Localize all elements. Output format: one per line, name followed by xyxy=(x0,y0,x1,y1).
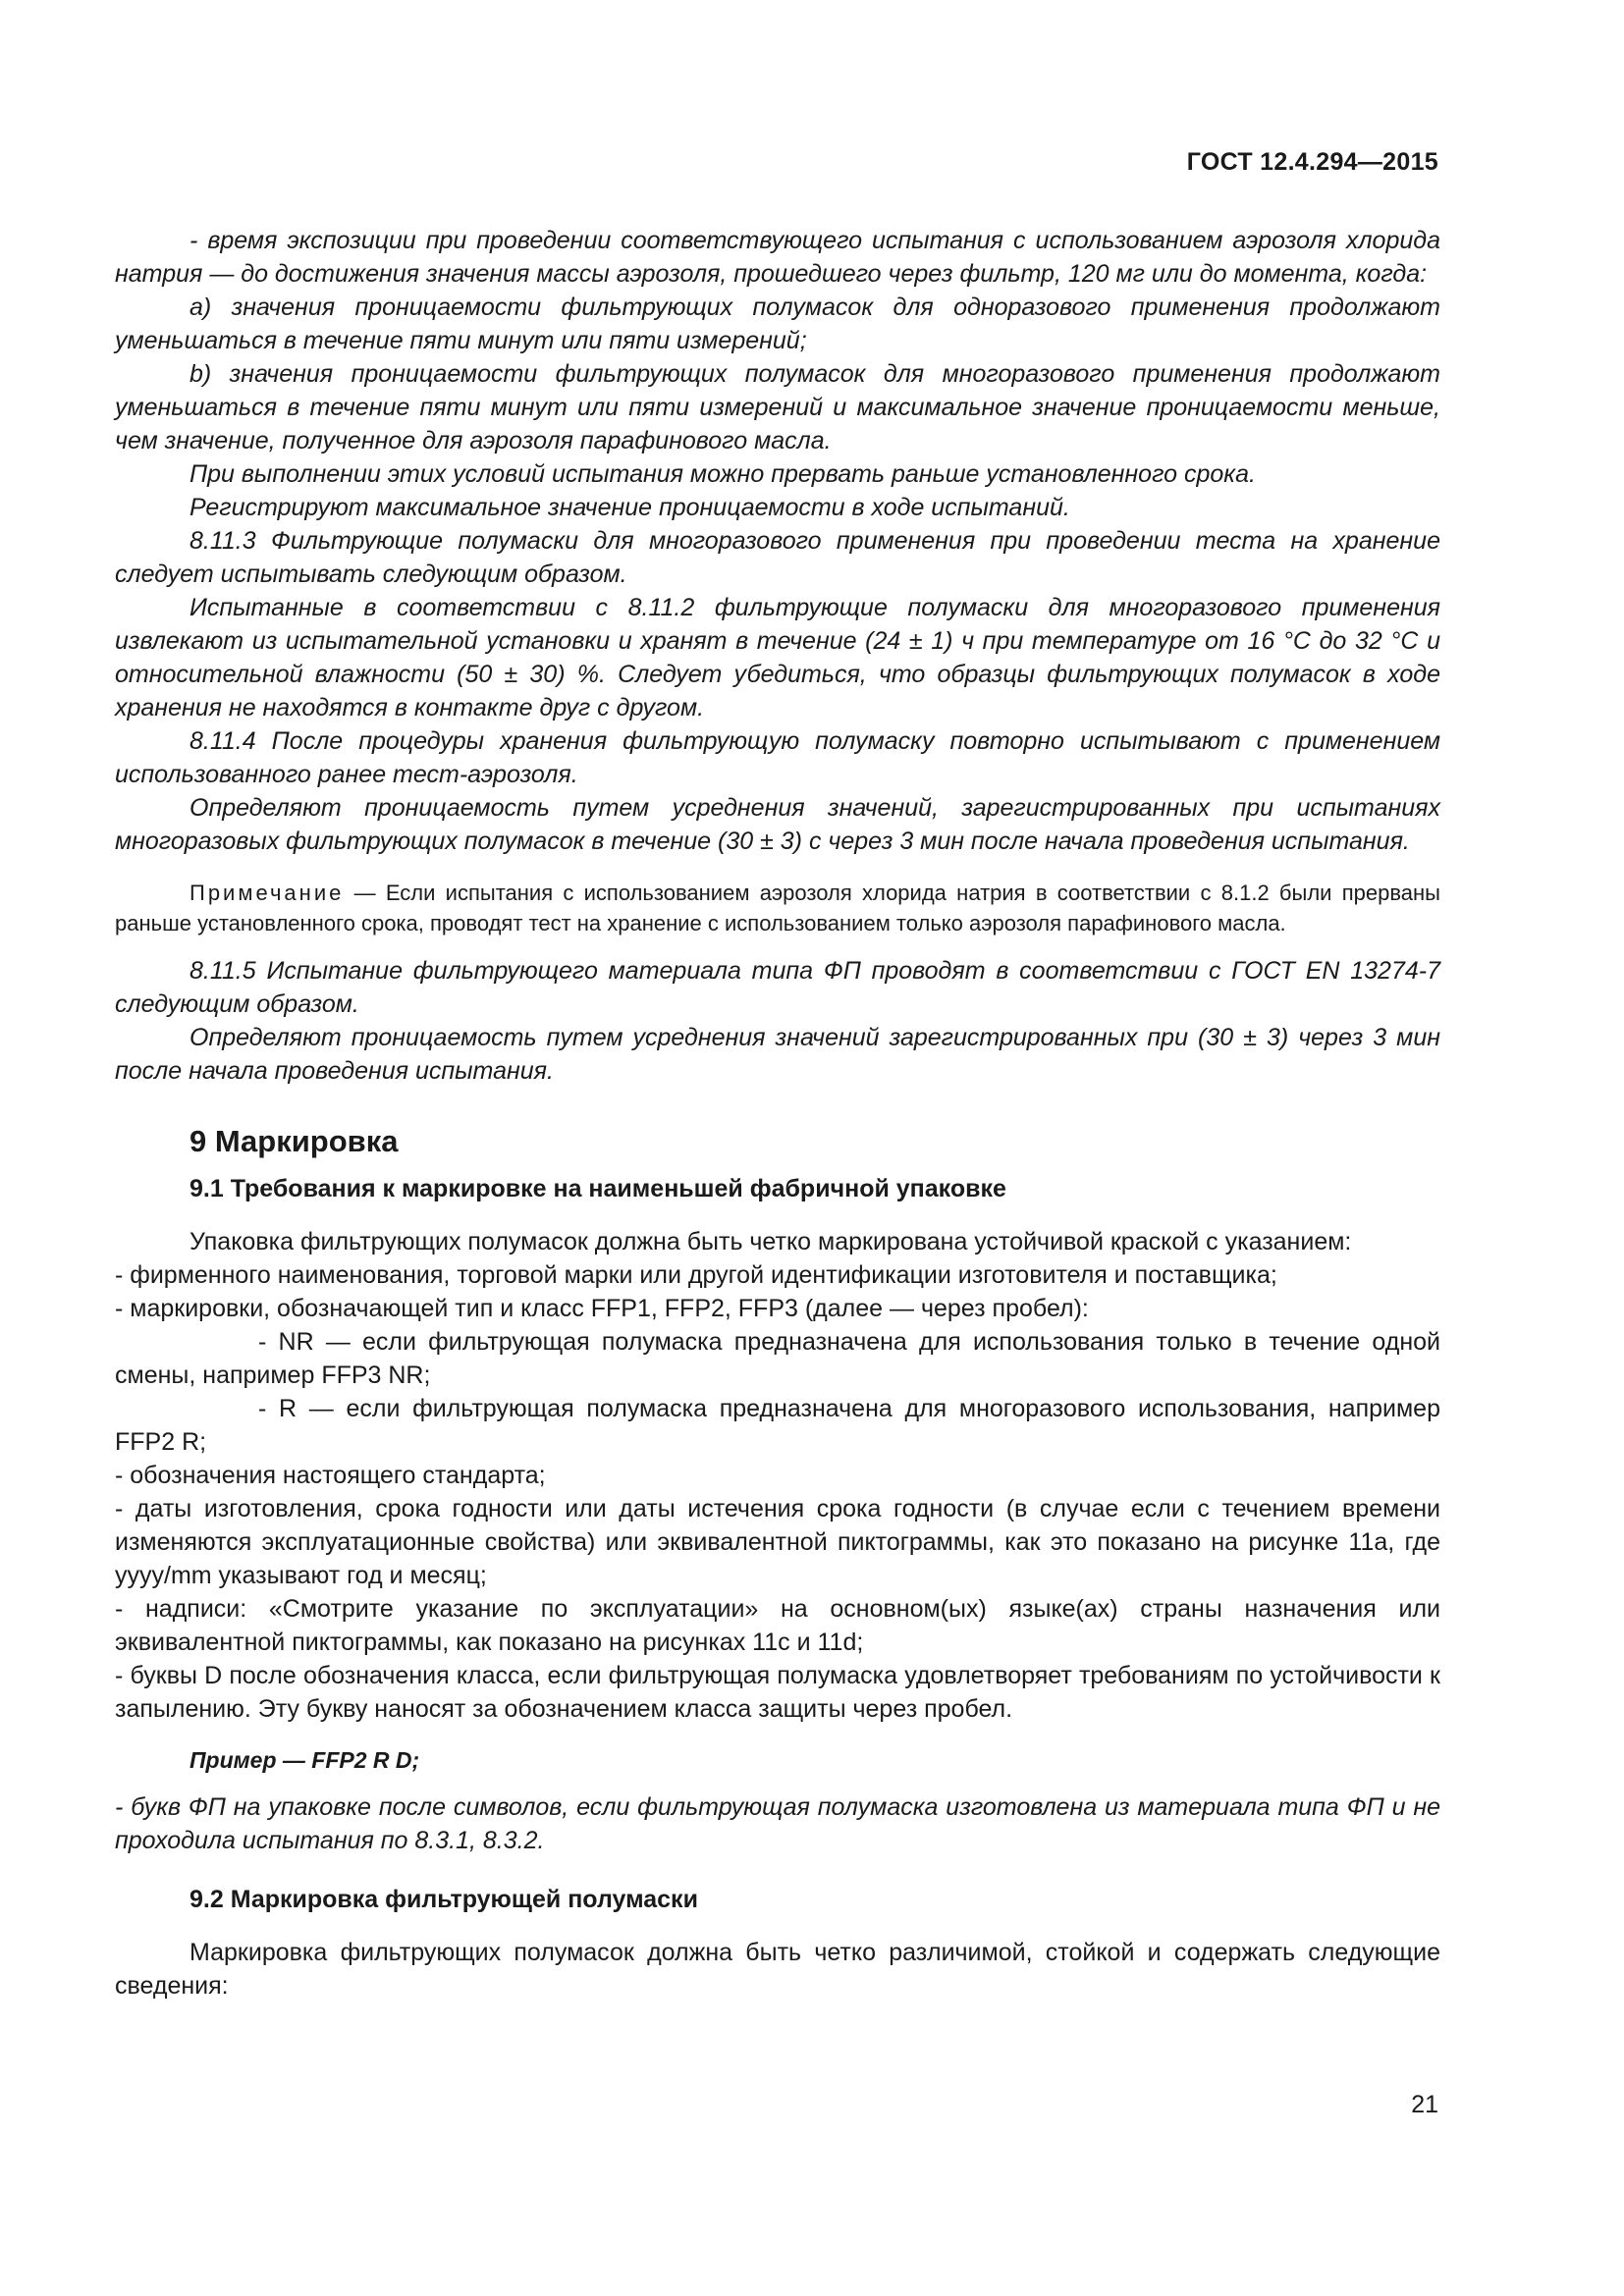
paragraph-8-11-5: 8.11.5 Испытание фильтрующего материала типа ФП проводят в соответствии с ГОСТ EN 13274-7 следующим образом. xyxy=(115,957,1440,1018)
paragraph-item-b: b) значения проницаемости фильтрующих полумасок для многоразового применения продолжают уменьшаться в течение пяти минут или пяти измерений и максимальное значение проницаемости меньше, чем значение, полученное для аэрозоля парафинового масла. xyxy=(115,360,1440,454)
paragraph-storage-conditions: Испытанные в соответствии с 8.11.2 фильтрующие полумаски для многоразового применения извлекают из испытательной установки и хранят в течение (24 ± 1) ч при температуре от 16 °С до 32 °С и относительной влажности (50 ± 30) %. Следует убедиться, что образцы фильтрующих полумасок в ходе хранения не находятся в контакте друг с другом. xyxy=(115,594,1440,721)
document-body xyxy=(115,224,1440,2002)
note-text: — Если испытания с использованием аэрозоля хлорида натрия в соответствии с 8.1.2 были прерваны раньше установленного срока, проводят тест на хранение с использованием только аэрозоля парафинового масла. xyxy=(115,881,1440,935)
paragraph-8-11-4: 8.11.4 После процедуры хранения фильтрующую полумаску повторно испытывают с применением использованного ранее тест-аэрозоля. xyxy=(115,727,1440,788)
list-item-manufacturer: - фирменного наименования, торговой марки или другой идентификации изготовителя и поставщика; xyxy=(115,1261,1277,1289)
page-number: 21 xyxy=(1411,2091,1438,2118)
list-item-instructions: - надписи: «Смотрите указание по эксплуатации» на основном(ых) языке(ах) страны назначения или эквивалентной пиктограммы, как показано на рисунках 11c и 11d; xyxy=(115,1595,1440,1656)
example-line: Пример — FFP2 R D; xyxy=(189,1747,420,1773)
list-item-dates: - даты изготовления, срока годности или даты истечения срока годности (в случае если с течением времени изменяются эксплуатационные свойства) или эквивалентной пиктограммы, как это показано на рисунке 11a, где yyyy/mm указывают год и месяц; xyxy=(115,1495,1440,1589)
list-item-standard: - обозначения настоящего стандарта; xyxy=(115,1462,546,1489)
note-label: Примечание xyxy=(189,881,345,905)
paragraph-fp-averaging: Определяют проницаемость путем усреднения значений зарегистрированных при (30 ± 3) через 3 мин после начала проведения испытания. xyxy=(115,1024,1440,1085)
list-item-fp-letters: - букв ФП на упаковке после символов, если фильтрующая полумаска изготовлена из материала типа ФП и не проходила испытания по 8.3.1, 8.3.2. xyxy=(115,1793,1440,1854)
paragraph-8-11-3: 8.11.3 Фильтрующие полумаски для многоразового применения при проведении теста на хранение следует испытывать следующим образом. xyxy=(115,527,1440,588)
note-block xyxy=(115,878,1440,938)
paragraph-register-max: Регистрируют максимальное значение проницаемости в ходе испытаний. xyxy=(189,494,1070,521)
marking-intro: Упаковка фильтрующих полумасок должна быть четко маркирована устойчивой краской с указанием: xyxy=(189,1228,1352,1255)
list-item-r: - R — если фильтрующая полумаска предназначена для многоразового использования, например FFP2 R; xyxy=(115,1395,1440,1456)
paragraph-averaging: Определяют проницаемость путем усреднения значений, зарегистрированных при испытаниях многоразовых фильтрующих полумасок в течение (30 ± 3) с через 3 мин после начала проведения испытания. xyxy=(115,794,1440,855)
document-code: ГОСТ 12.4.294—2015 xyxy=(1186,148,1438,176)
mask-marking-intro: Маркировка фильтрующих полумасок должна быть четко различимой, стойкой и содержать следующие сведения: xyxy=(115,1939,1440,2000)
section-9-heading: 9 Маркировка xyxy=(189,1124,399,1158)
section-9-2-heading: 9.2 Маркировка фильтрующей полумаски xyxy=(189,1886,698,1913)
paragraph-item-a: а) значения проницаемости фильтрующих полумасок для одноразового применения продолжают уменьшаться в течение пяти минут или пяти измерений; xyxy=(115,294,1440,354)
list-item-nr: - NR — если фильтрующая полумаска предназначена для использования только в течение одной смены, например FFP3 NR; xyxy=(115,1328,1440,1389)
list-item-letter-d: - буквы D после обозначения класса, если фильтрующая полумаска удовлетворяет требованиям по устойчивости к запылению. Эту букву наносят за обозначением класса защиты через пробел. xyxy=(115,1662,1440,1723)
list-item-type-class: - маркировки, обозначающей тип и класс FFP1, FFP2, FFP3 (далее — через пробел): xyxy=(115,1295,1089,1322)
paragraph-interrupt-condition: При выполнении этих условий испытания можно прервать раньше установленного срока. xyxy=(189,460,1256,488)
section-9-1-heading: 9.1 Требования к маркировке на наименьшей фабричной упаковке xyxy=(189,1175,1006,1202)
paragraph-exposure-time: - время экспозиции при проведении соответствующего испытания с использованием аэрозоля хлорида натрия — до достижения значения массы аэрозоля, прошедшего через фильтр, 120 мг или до момента, когда: xyxy=(115,227,1440,288)
